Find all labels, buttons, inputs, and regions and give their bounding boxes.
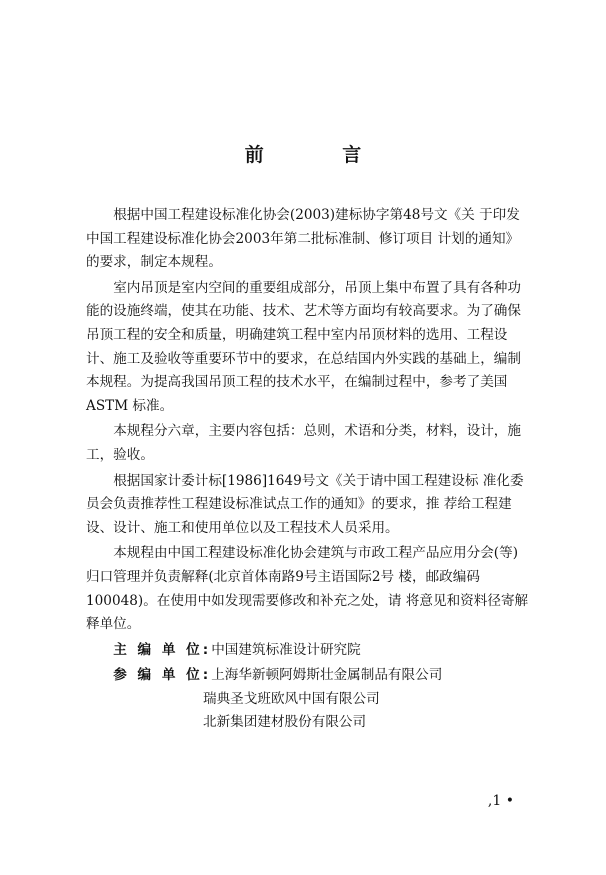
participating-unit-name: 北新集团建材股份有限公司 <box>203 714 367 731</box>
paragraph-ceiling-importance: 室内吊顶是室内空间的重要组成部分，吊顶上集中布置了具有各种功能的设施终端，使其在功能、技术、艺术等方面均有较高要求。为了确保吊顶工程的安全和质量，明确建筑工程中室内吊顶材料的选用、工程设计、施工及验收等重要环节中的要求，在总结国内外实践的基础上，编制本规程。为提高我国吊顶工程的技术水平，在编制过程中，参考了美国 ASTM 标准。 <box>86 279 521 414</box>
chief-unit-name: 中国建筑标准设计研究院 <box>211 641 361 658</box>
participating-unit-label: 参 编 单 位: <box>113 667 212 684</box>
participating-unit-name: 上海华新顿阿姆斯壮金属制品有限公司 <box>211 667 443 684</box>
chief-unit-row <box>86 639 530 663</box>
participating-unit-row <box>86 664 530 688</box>
paragraph-chapters: 本规程分六章，主要内容包括：总则，术语和分类，材料，设计，施工，验收。 <box>86 423 521 463</box>
paragraph-recommendation: 根据国家计委计标[1986]1649号文《关于请中国工程建设标 准化委员会负责推荐性工程建设标准试点工作的通知》的要求，推 荐给工程建设、设计、施工和使用单位以及工程技术人员采用。 <box>86 472 524 536</box>
paragraph-basis: 根据中国工程建设标准化协会(2003)建标协字第48号文《关 于印发中国工程建设标准化协会2003年第二批标准制、修订项目 计划的通知》的要求，制定本规程。 <box>86 207 520 271</box>
page-number: ,1 • <box>487 793 514 809</box>
paragraph-management: 本规程由中国工程建设标准化协会建筑与市政工程产品应用分会(等)归口管理并负责解释(北京首体南路9号主语国际2号 楼，邮政编码100048)。在使用中如发现需要修改和补充之处，请 将意见和资料径寄解释单位。 <box>86 545 529 633</box>
chief-unit-label: 主 编 单 位: <box>113 641 212 658</box>
document-body <box>86 204 530 735</box>
page-title: 前 言 <box>244 144 398 166</box>
participating-unit-name: 瑞典圣戈班欧风中国有限公司 <box>203 690 380 707</box>
